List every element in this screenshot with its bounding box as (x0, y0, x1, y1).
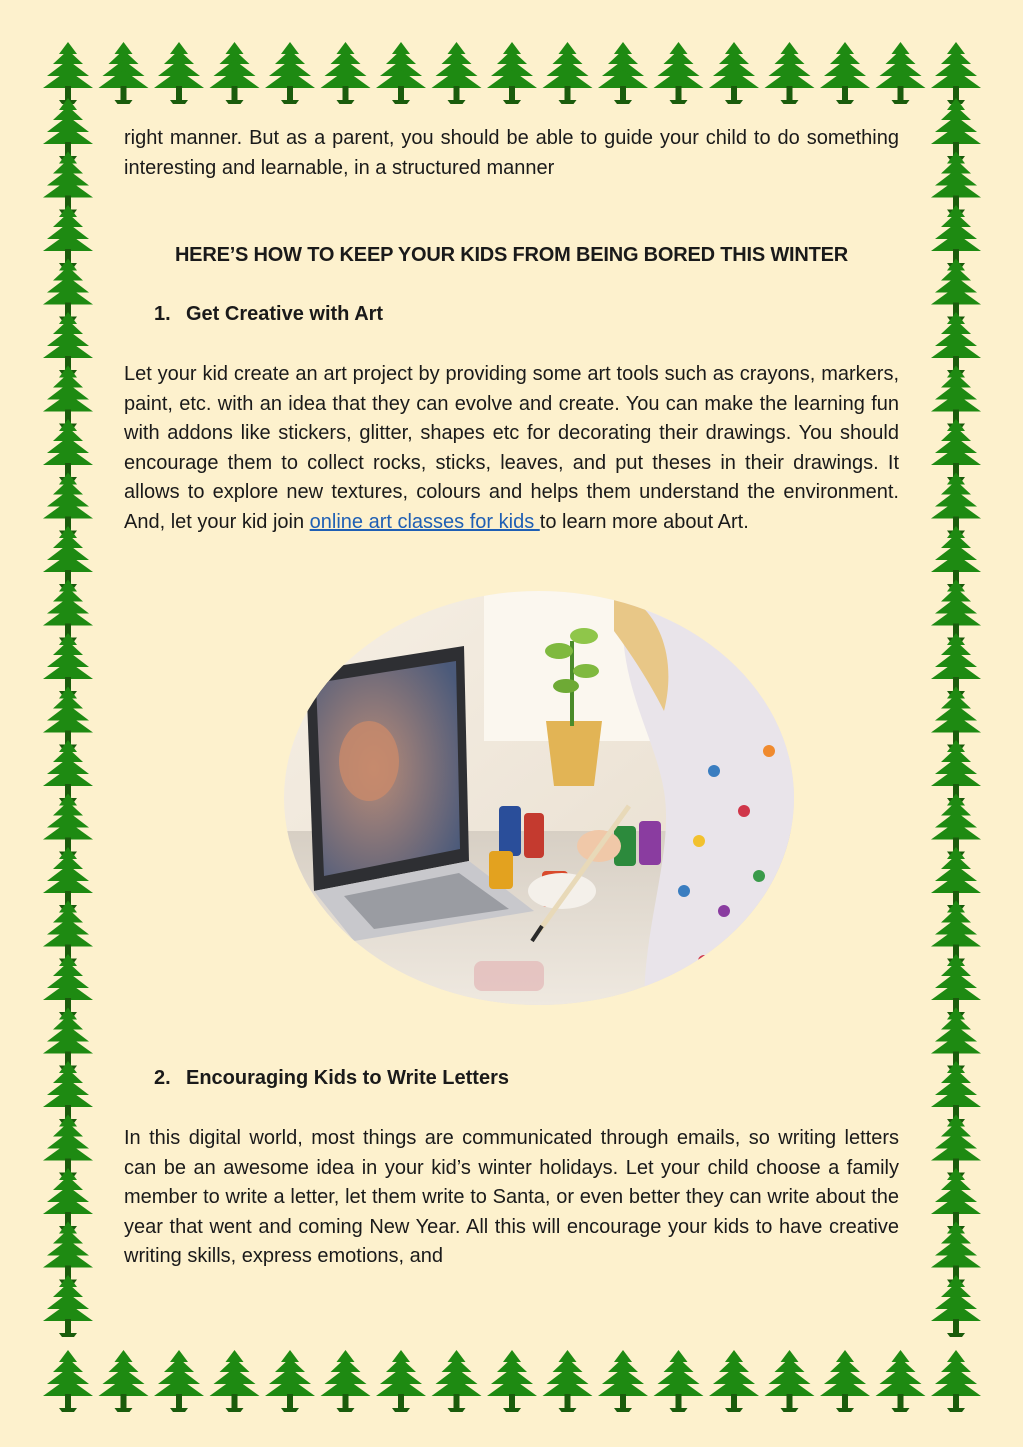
intro-paragraph (124, 124, 899, 183)
christmas-tree-icon (931, 687, 981, 749)
letters-paragraph (124, 1124, 899, 1272)
christmas-tree-icon (931, 901, 981, 963)
christmas-tree-icon (931, 847, 981, 909)
section-number: 1. (154, 303, 171, 325)
christmas-tree-icon (43, 687, 93, 749)
child-painting-photo (284, 591, 794, 1005)
christmas-tree-icon (931, 1350, 981, 1412)
christmas-tree-icon (99, 42, 149, 104)
christmas-tree-icon (598, 1350, 648, 1412)
christmas-tree-icon (654, 1350, 704, 1412)
christmas-tree-icon (43, 473, 93, 535)
christmas-tree-icon (99, 1350, 149, 1412)
art-paragraph (124, 360, 899, 537)
christmas-tree-icon (931, 740, 981, 802)
christmas-tree-icon (43, 1222, 93, 1284)
section-title: Get Creative with Art (186, 303, 384, 325)
christmas-tree-icon (931, 1222, 981, 1284)
christmas-tree-icon (154, 42, 204, 104)
christmas-tree-icon (709, 1350, 759, 1412)
section-title: Encouraging Kids to Write Letters (186, 1067, 509, 1089)
christmas-tree-icon (654, 42, 704, 104)
christmas-tree-icon (43, 847, 93, 909)
christmas-tree-icon (43, 580, 93, 642)
art-body-tail: to learn more about Art. (539, 510, 749, 533)
christmas-tree-icon (931, 366, 981, 428)
christmas-tree-icon (931, 473, 981, 535)
christmas-tree-icon (931, 419, 981, 481)
christmas-tree-icon (487, 1350, 537, 1412)
christmas-tree-icon (876, 42, 926, 104)
christmas-tree-icon (43, 526, 93, 588)
christmas-tree-icon (931, 1115, 981, 1177)
christmas-tree-icon (931, 1008, 981, 1070)
art-body (124, 360, 899, 537)
christmas-tree-icon (43, 419, 93, 481)
christmas-tree-icon (931, 152, 981, 214)
online-art-classes-link[interactable]: online art classes for kids (309, 510, 540, 533)
christmas-tree-icon (931, 1168, 981, 1230)
christmas-tree-icon (43, 954, 93, 1016)
christmas-tree-icon (43, 794, 93, 856)
christmas-tree-icon (931, 580, 981, 642)
christmas-tree-icon (43, 740, 93, 802)
christmas-tree-icon (43, 1008, 93, 1070)
christmas-tree-icon (43, 901, 93, 963)
christmas-tree-icon (931, 1061, 981, 1123)
intro-text: right manner. But as a parent, you should be able to guide your child to do something interesting and learnable, in a structured manner (124, 127, 899, 179)
christmas-tree-icon (43, 98, 93, 160)
main-heading: HERE’S HOW TO KEEP YOUR KIDS FROM BEING BORED THIS WINTER (174, 244, 849, 266)
christmas-tree-icon (931, 312, 981, 374)
christmas-tree-icon (598, 42, 648, 104)
christmas-tree-icon (376, 1350, 426, 1412)
christmas-tree-icon (43, 633, 93, 695)
christmas-tree-icon (931, 205, 981, 267)
christmas-tree-icon (265, 42, 315, 104)
christmas-tree-icon (43, 42, 93, 104)
christmas-tree-icon (765, 42, 815, 104)
christmas-tree-icon (931, 259, 981, 321)
christmas-tree-icon (543, 42, 593, 104)
christmas-tree-icon (931, 633, 981, 695)
christmas-tree-icon (43, 152, 93, 214)
christmas-tree-icon (43, 1115, 93, 1177)
section-number: 2. (154, 1067, 171, 1089)
christmas-tree-icon (154, 1350, 204, 1412)
christmas-tree-icon (43, 366, 93, 428)
christmas-tree-icon (931, 42, 981, 104)
christmas-tree-icon (432, 1350, 482, 1412)
christmas-tree-icon (931, 98, 981, 160)
christmas-tree-icon (210, 42, 260, 104)
christmas-tree-icon (43, 1061, 93, 1123)
christmas-tree-icon (43, 259, 93, 321)
christmas-tree-icon (820, 42, 870, 104)
christmas-tree-icon (432, 42, 482, 104)
christmas-tree-icon (931, 954, 981, 1016)
christmas-tree-icon (43, 1275, 93, 1337)
christmas-tree-icon (820, 1350, 870, 1412)
christmas-tree-icon (321, 42, 371, 104)
section-heading-letters (154, 1064, 509, 1093)
christmas-tree-icon (43, 205, 93, 267)
christmas-tree-icon (543, 1350, 593, 1412)
christmas-tree-icon (376, 42, 426, 104)
art-body-text: Let your kid create an art project by providing some art tools such as crayons, markers, paint, etc. with an idea that they can evolve and create. You can make the learning fun with addons like stickers, glitter, shapes etc for decorating their drawings. You should encourage them to collect rocks, sticks, leaves, and put theses in their drawings. It allows to explore new textures, colours and helps them understand the environment. And, let your kid join (124, 363, 899, 533)
section-heading-art (154, 300, 383, 329)
christmas-tree-icon (210, 1350, 260, 1412)
christmas-tree-icon (43, 312, 93, 374)
christmas-tree-icon (487, 42, 537, 104)
christmas-tree-icon (765, 1350, 815, 1412)
christmas-tree-icon (931, 526, 981, 588)
christmas-tree-icon (265, 1350, 315, 1412)
christmas-tree-icon (43, 1168, 93, 1230)
christmas-tree-icon (43, 1350, 93, 1412)
christmas-tree-icon (709, 42, 759, 104)
christmas-tree-icon (931, 794, 981, 856)
christmas-tree-icon (931, 1275, 981, 1337)
letters-body: In this digital world, most things are communicated through emails, so writing letters can be an awesome idea in your kid’s winter holidays. Let your child choose a family member to write a letter, let them write to Santa, or even better they can write about the year that went and coming New Year. All this will encourage your kids to have creative writing skills, express emotions, and (124, 1127, 899, 1267)
christmas-tree-icon (321, 1350, 371, 1412)
christmas-tree-icon (876, 1350, 926, 1412)
